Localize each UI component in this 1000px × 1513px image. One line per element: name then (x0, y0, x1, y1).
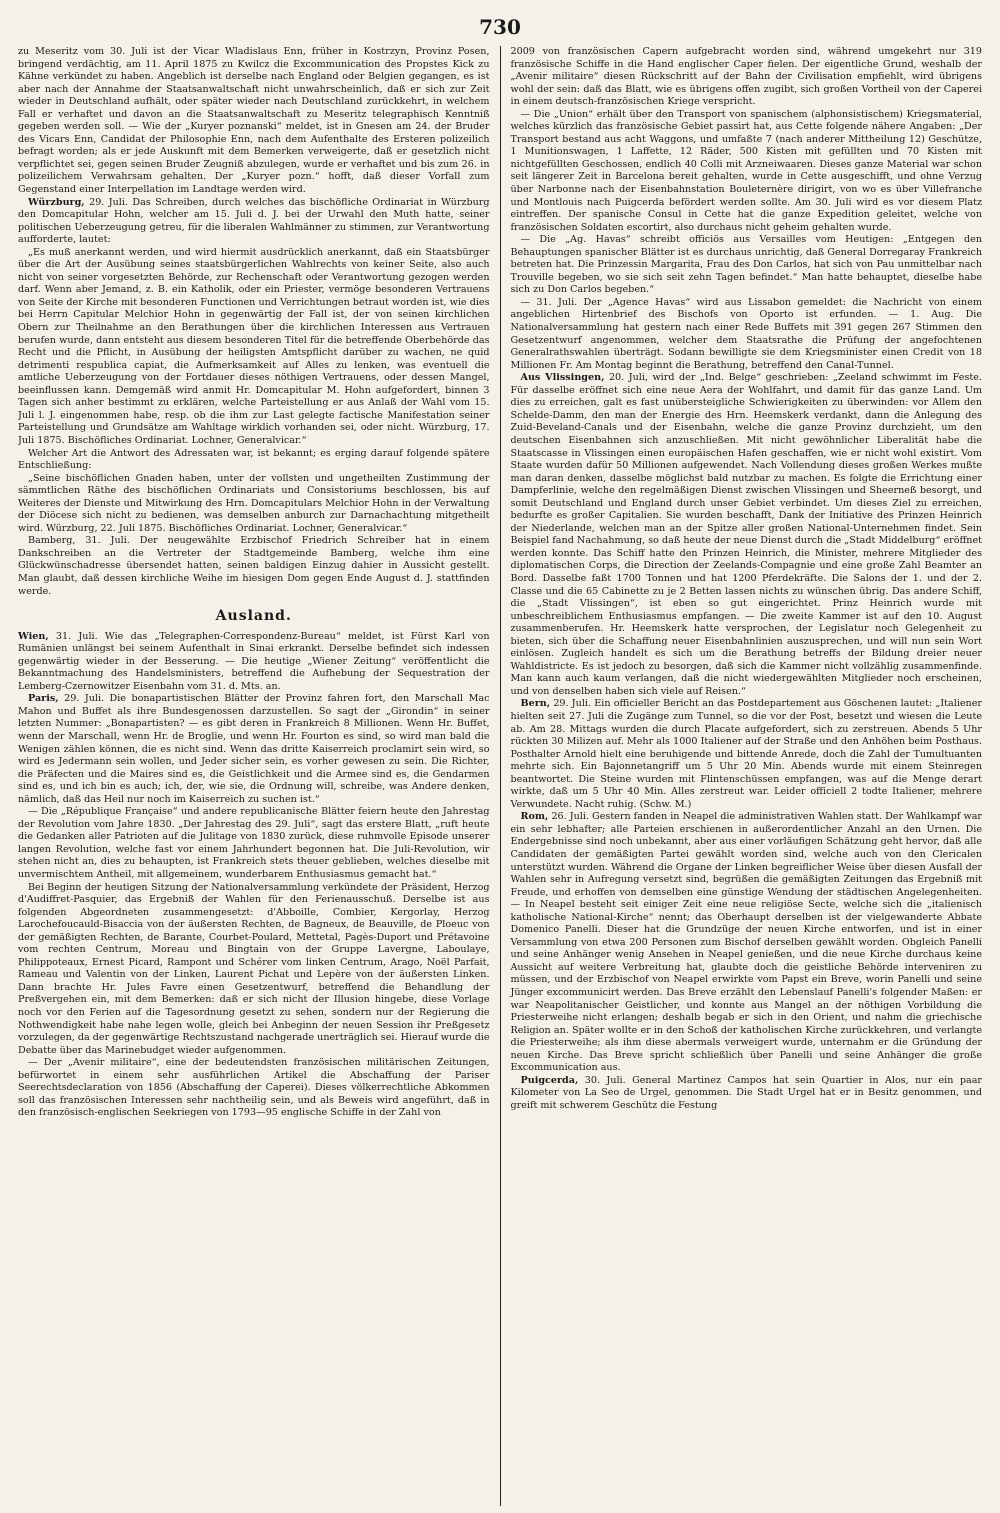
paragraph-text: — Die „République Française“ und andere republicanische Blätter feiern heute den Jahrestag der Revolution vom Jahre 1830. „Der Jahrestag des 29. Juli“, sagt das erstere Blatt, „ruft heute die Gedanken aller Patrioten auf die Julitage von 1830 zurück, diese ruhmvolle Episode unserer langen Revolution, welche fast vor einem Jahrhundert begonnen hat. Die Juli-Revolution, wir stehen nicht an, dies zu behaupten, ist Frankreich stets theuer geblieben, welches dieselbe mit unvermischtem Antheil, mit allgemeinem, wunderbarem Enthusiasmus gemacht hat.“ (18, 806, 490, 880)
dateline-place: Bern, (520, 698, 551, 710)
left-articles-inland (18, 46, 490, 598)
dateline-place: Wien, (18, 630, 49, 642)
paragraph-text: 29. Juli. Die bonapartistischen Blätter der Provinz fahren fort, den Marschall Mac Mahon und Buffet als ihre Bundesgenossen darzustellen. So sagt der „Girondin“ in seiner letzten Nummer: „Bonapartisten? — es gibt deren in Frankreich 8 Millionen. Wenn Hr. Buffet, wenn der Marschall, wenn Hr. de Broglie, und wenn Hr. Fourton es sind, so wird man bald die Wenigen zählen können, die es nicht sind. Wenn das dritte Kaiserreich proclamirt sein wird, so wird es Jedermann sein wollen, und Jeder sicher sein, es vorher gewesen zu sein. Die Richter, die Präfecten und die Maires sind es, die Geistlichkeit und die Armee sind es, die Gendarmen sind es, und ich bin es auch; ich, der, wie sie, die Ordnung will, schreibe, was Andere denken, nämlich, daß das Heil nur noch im Kaiserreich zu suchen ist.“ (18, 693, 490, 805)
paragraph-text: zu Meseritz vom 30. Juli ist der Vicar Wladislaus Enn, früher in Kostrzyn, Provinz Posen, bringend verdächtig, am 11. April 1875 zu Kwilcz die Excommunication des Propstes Kick zu Kähne verkündet zu haben. Angeblich ist derselbe nach England oder Belgien gegangen, es ist aber nach der Annahme der Staatsanwaltschaft nicht unwahrscheinlich, daß er sich zur Zeit wieder in Deutschland aufhält, oder später wieder nach Deutschland zurückkehrt, in welchem Fall er verhaftet und davon an die Staatsanwaltschaft zu Meseritz telegraphisch Kenntniß gegeben werden soll. — Wie der „Kuryer poznanski“ meldet, ist in Gnesen am 24. der Bruder des Vicars Enn, Candidat der Philosophie Enn, nach dem Aufenthalte des Ersteren polizeilich befragt worden; als er jede Auskunft mit dem Bemerken verweigerte, daß er gesetzlich nicht verpflichtet sei, gegen seinen Bruder Zeugniß abzulegen, wurde er verhaftet und bis zum 26. in polizeilichem Verwahrsam gehalten. Der „Kuryer pozn.“ hofft, daß dieser Vorfall zum Gegenstand einer Interpellation im Landtage werden wird. (18, 46, 490, 196)
article-paragraph (511, 234, 983, 297)
article-paragraph (511, 297, 983, 372)
paragraph-text: 29. Juli. Ein officieller Bericht an das Postdepartement aus Göschenen lautet: „Italiener hielten seit 27. Juli die Zugänge zum Tunnel, so die vor der Post, besetzt und wiesen die Leute ab. Am 28. Mittags wurden die durch Placate aufgefordert, sich zu zerstreuen. Abends 5 Uhr rückten 30 Milizen auf. Mehr als 1000 Italiener auf der Straße und den Anhöhen beim Posthaus. Posthalter Arnold hielt eine beruhigende und bittende Anrede, doch die Zahl der Tumultuanten mehrte sich. Ein Bajonnetangriff um 5 Uhr 20 Min. Abends wurde mit einem Steinregen beantwortet. Die Steine wurden mit Flintenschüssen empfangen, was auf die Menge derart wirkte, daß um 5 Uhr 40 Min. Alles zerstreut war. Leider officiell 2 todte Italiener, mehrere Verwundete. Nacht ruhig. (Schw. M.) (510, 698, 983, 810)
paragraph-text: 29. Juli. Das Schreiben, durch welches das bischöfliche Ordinariat in Würzburg den Domcapitular Hohn, welcher am 15. Juli d. J. bei der Urwahl den Muth hatte, seiner politischen Ueberzeugung getreu, für die liberalen Wahlmänner zu stimmen, zur Verantwortung aufforderte, lautet: (18, 196, 490, 246)
page-number: 730 (479, 15, 521, 39)
paragraph-text: Bei Beginn der heutigen Sitzung der Nationalversammlung verkündete der Präsident, Herzog d'Audiffret-Pasquier, das Ergebniß der Wahlen für den Ferienausschuß. Derselbe ist aus folgenden Abgeordneten zusammengesetzt: d'Abboille, Combier, Kergorlay, Herzog Larochefoucauld-Bisaccia von der äußersten Rechten, de Bagneux, de Beauville, de Ploeuc von der gemäßigten Rechten, de Barante, Courbet-Poulard, Mettetal, Pagès-Duport und Prétavoine vom rechten Centrum, Moreau und Bingtain von der Gruppe Lavergne, Laboulaye, Philippoteaux, Ernest Picard, Rampont und Schérer vom linken Centrum, Arago, Noël Parfait, Rameau und Valentin von der Linken, Laurent Pichat und Lepère von der äußersten Linken. Dann brachte Hr. Jules Favre einen Gesetzentwurf, betreffend die Behandlung der Preßvergehen ein, mit dem Bemerken: daß er sich nicht der Illusion hingebe, diese Vorlage noch vor den Ferien auf die Tagesordnung gesetzt zu sehen, sondern nur der Regierung die Nothwendigkeit habe nahe legen wolle, gleich bei Anbeginn der neuen Session ihr Preßgesetz vorzulegen, da der gegenwärtige Rechtszustand nachgerade unerträglich sei. Hierauf wurde die Debatte über das Marinebudget wieder aufgenommen. (18, 881, 490, 1056)
paragraph-text: 2009 von französischen Capern aufgebracht worden sind, während umgekehrt nur 319 französische Schiffe in die Hand englischer Caper fielen. Der eigentliche Grund, weshalb der „Avenir militaire“ diesen Rückschritt auf der Bahn der Civilisation empfiehlt, wird übrigens wohl der sein: daß das Blatt, wie es übrigens offen zugibt, sich großen Vortheil von der Caperei in einem deutsch-französischen Kriege verspricht. (510, 46, 983, 108)
article-paragraph (18, 882, 490, 1058)
paragraph-text: 26. Juli. Gestern fanden in Neapel die administrativen Wahlen statt. Der Wahlkampf war ein sehr lebhafter; alle Parteien erschienen in außerordentlicher Anzahl an den Urnen. Die Endergebnisse sind noch unbekannt, aber aus einer vorläufigen Schätzung geht hervor, daß alle Candidaten der gemäßigten Partei gewählt worden sind, welche auch von den Clericalen unterstützt wurden. Während die Organe der Linken begreiflicher Weise über diesen Ausfall der Wahlen sehr in Aufregung versetzt sind, begrüßen die gemäßigten Zeitungen das Ergebniß mit Freude, und erhoffen von demselben eine günstige Wendung der städtischen Angelegenheiten. — In Neapel besteht seit einiger Zeit eine neue religiöse Secte, welche sich die „italienisch katholische National-Kirche“ nennt; das Oberhaupt derselben ist der vielgewanderte Abbate Domenico Panelli. Dieser hat die Grundzüge der neuen Kirche entworfen, und ist in einer Versammlung von etwa 200 Personen zum Bischof derselben gewählt worden. Obgleich Panelli und seine Anhänger wenig Ansehen in Neapel genießen, und die neue Kirche durchaus keine Aussicht auf weitere Verbreitung hat, glaubte doch die geistliche Behörde interveniren zu müssen, und der Erzbischof von Neapel erwirkte vom Papst ein Breve, worin Panelli und seine Jünger excommunicirt werden. Das Breve erzählt den Lebenslauf Panelli's folgender Maßen: er war Neapolitanischer Geistlicher, und konnte aus Mangel an der nöthigen Vorbildung die Priesterweihe nicht erlangen; deshalb begab er sich in den Orient, und nahm die griechische Religion an. Später wollte er in den Schoß der katholischen Kirche zurückkehren, und verlangte die Priesterweihe; als ihm diese abermals verweigert wurde, unternahm er die Gründung der neuen Kirche. Das Breve spricht schließlich über Panelli und seine Anhänger die große Excommunication aus. (510, 811, 983, 1074)
article-paragraph (511, 372, 983, 698)
article-paragraph (511, 109, 983, 234)
paragraph-text: — 31. Juli. Der „Agence Havas“ wird aus Lissabon gemeldet: die Nachricht von einem angeblichen Hirtenbrief des Bischofs von Oporto ist erfunden. — 1. Aug. Die Nationalversammlung hat gestern nach einer Rede Buffets mit 391 gegen 267 Stimmen den Gesetzentwurf angenommen, welcher dem Staatsrathe die Prüfung der angefochtenen Generalrathswahlen überträgt. Sodann bewilligte sie dem Kriegsminister einen Credit von 18 Millionen Fr. Am Montag beginnt die Berathung, betreffend den Canal-Tunnel. (510, 296, 983, 371)
section-heading-ausland: Ausland. (215, 608, 292, 625)
paragraph-text: „Es muß anerkannt werden, und wird hiermit ausdrücklich anerkannt, daß ein Staatsbürger über die Art der Ausübung seines staatsbürgerlichen Wahlrechts von keiner Seite, also auch nicht von seiner vorgesetzten Behörde, zur Rechenschaft oder Verantwortung gezogen werden darf. Wenn aber Jemand, z. B. ein Katholik, oder ein Priester, vermöge besonderen Vertrauens von Seite der Kirche mit besonderen Functionen und Verrichtungen betraut worden ist, wie dies bei Herrn Capitular Melchior Hohn in gegenwärtig der Fall ist, der von seinen kirchlichen Obern zur Theilnahme an den Berathungen über die kirchlichen Interessen aus Vertrauen berufen wurde, dann entsteht aus diesem besonderen Titel für die betreffende Oberbehörde das Recht und die Pflicht, in Ausübung der heiligsten Amtspflicht darüber zu wachen, ne quid detrimenti respublica capiat, die Aufmerksamkeit auf Alles zu lenken, was eventuell die amtliche Ueberzeugung von der Fortdauer dieses nöthigen Vertrauens, oder dessen Mangel, beeinflussen kann. Demgemäß wird anmit Hr. Domcapitular M. Hohn aufgefordert, binnen 3 Tagen sich anher bestimmt zu erklären, welche Parteistellung er aus Anlaß der Wahl vom 15. Juli l. J. eingenommen habe, resp. ob die ihm zur Last gelegte factische Manifestation seiner Parteistellung und Grundsätze am Wahltage wirklich vorhanden sei, oder nicht. Würzburg, 17. Juli 1875. Bischöfliches Ordinariat. Lochner, Generalvicar.“ (18, 246, 490, 446)
paragraph-text: 31. Juli. Wie das „Telegraphen-Correspondenz-Bureau“ meldet, ist Fürst Karl von Rumänien unlängst bei seinem Aufenthalt in Sinai erkrankt. Derselbe befindet sich indessen gegenwärtig wieder in der Besserung. — Die heutige „Wiener Zeitung“ veröffentlicht die Bekanntmachung des Handelsministers, betreffend die Aufhebung der Sequestration der Lemberg-Czernowitzer Eisenbahn vom 31. d. Mts. an. (18, 630, 490, 692)
article-paragraph (18, 247, 490, 448)
paragraph-text: — Die „Ag. Havas“ schreibt officiös aus Versailles vom Heutigen: „Entgegen den Behauptungen spanischer Blätter ist es durchaus unrichtig, daß General Dorregaray Frankreich betreten hat. Die Prinzessin Margarita, Frau des Don Carlos, hat sich von Pau unmittelbar nach Trouville begeben, wo sie sich seit zehn Tagen befindet.“ Man hatte behauptet, dieselbe habe sich zu Don Carlos begeben.“ (510, 234, 983, 296)
article-paragraph (18, 46, 490, 197)
article-paragraph (511, 698, 983, 811)
paragraph-text: Bamberg, 31. Juli. Der neugewählte Erzbischof Friedrich Schreiber hat in einem Dankschreiben an die Vertreter der Stadtgemeinde Bamberg, welche ihm eine Glückwünschadresse übersendet hatten, seinen baldigen Einzug dahier in Aussicht gestellt. Man glaubt, daß dessen kirchliche Weihe im hiesigen Dom gegen Ende August d. J. stattfinden werde. (18, 535, 490, 597)
dateline-place: Rom, (520, 811, 549, 823)
left-column (18, 46, 500, 1506)
article-paragraph (18, 448, 490, 473)
article-paragraph (18, 1057, 490, 1120)
paragraph-text: — Der „Avenir militaire“, eine der bedeutendsten französischen militärischen Zeitungen, befürwortet in einem sehr ausführlichen Artikel die Abschaffung der Pariser Seerechtsdeclaration von 1856 (Abschaffung der Caperei). Dieses völkerrechtliche Abkommen soll das französischen Interessen sehr nachtheilig sein, und als Beweis wird angeführt, daß in den französisch-englischen Seekriegen von 1793—95 englische Schiffe in der Zahl von (18, 1057, 490, 1119)
article-paragraph (18, 535, 490, 598)
article-paragraph (511, 46, 983, 109)
article-paragraph (511, 1075, 983, 1113)
paragraph-text: 30. Juli. General Martinez Campos hat sein Quartier in Alos, nur ein paar Kilometer von La Seo de Urgel, genommen. Die Stadt Urgel hat er in Besitz genommen, und greift mit schwerem Geschütz die Festung (510, 1074, 983, 1111)
right-articles (511, 46, 983, 1112)
dateline-place: Puigcerda, (520, 1074, 579, 1086)
article-paragraph (18, 693, 490, 806)
columns (18, 46, 982, 1506)
paragraph-text: 20. Juli, wird der „Ind. Belge“ geschrieben: „Zeeland schwimmt im Feste. Für dasselbe eröffnet sich eine neue Aera der Wohlfahrt, und damit für das ganze Land. Um dies zu erreichen, galt es fast unübersteigliche Schwierigkeiten zu überwinden: vor Allem den Schelde-Damm, den man der Energie des Hrn. Heemskerk verdankt, dann die Anlegung des Zuid-Beveland-Canals und der Eisenbahn, welche die ganze Provinz durchzieht, um den deutschen Eisenbahnen sich anzuschließen. Mit nicht gewöhnlicher Liberalität habe die Staatscasse in Vlissingen einen europäischen Hafen geschaffen, wie er nicht wohl existirt. Vom Staate wurden dafür 50 Millionen aufgewendet. Nach Vollendung dieses großen Werkes mußte man daran denken, dasselbe möglichst bald nutzbar zu machen. Es folgte die Errichtung einer Dampferlinie, welche den regelmäßigen Dienst zwischen Vlissingen und Sheerneß besorgt, und somit Deutschland und England durch unser Gebiet verbindet. Um dieses Ziel zu erreichen, bedurfte es großer Capitalien. Sie wurden beschafft, Dank der Initiative des Prinzen Heinrich der Niederlande, welchen man an der Spitze aller großen National-Unternehmen findet. Sein Beispiel fand Nachahmung, so daß heute der neue Dienst durch die „Stadt Middelburg“ eröffnet werden konnte. Das Schiff hatte den Prinzen Heinrich, die Minister, mehrere Mitglieder des diplomatischen Corps, die Direction der Zeelands-Compagnie und eine große Zahl Beamter an Bord. Dasselbe faßt 1700 Tonnen und hat 1200 Pferdekräfte. Die Salons der 1. und der 2. Classe und die 65 Cabinette zu je 2 Betten lassen nichts zu wünschen übrig. Das andere Schiff, die „Stadt Vlissingen“, ist eben so gut eingerichtet. Prinz Heinrich wurde mit unbeschreiblichem Enthusiasmus empfangen. — Die zweite Kammer ist auf den 10. August zusammenberufen. Hr. Heemskerk hatte versprochen, der Legislatur noch Gelegenheit zu bieten, sich über die Schaffung neuer Eisenbahnlinien auszusprechen, und will nun sein Wort einlösen. Zugleich handelt es sich um die Berathung betreffs der Bildung dreier neuer Wahldistricte. Es ist jedoch zu besorgen, daß sich die Kammer nicht vollzählig zusammenfinde. Man kann auch kaum verlangen, daß die nicht wiedergewählten Mitglieder noch erscheinen, und von denselben haben sich viele auf Reisen.“ (510, 372, 983, 697)
article-paragraph (511, 811, 983, 1074)
article-paragraph (18, 197, 490, 247)
dateline-place: Aus Vlissingen, (520, 372, 605, 384)
dateline-place: Paris, (28, 693, 59, 705)
left-articles-ausland (18, 631, 490, 1120)
dateline-place: Würzburg, (28, 196, 85, 208)
right-column (501, 46, 983, 1506)
paragraph-text: Welcher Art die Antwort des Adressaten war, ist bekannt; es erging darauf folgende spätere Entschließung: (18, 447, 490, 472)
article-paragraph (18, 806, 490, 881)
article-paragraph (18, 473, 490, 536)
paragraph-text: „Seine bischöflichen Gnaden haben, unter der vollsten und ungetheilten Zustimmung der sämmtlichen Räthe des bischöflichen Ordinariats und Consistoriums beschlossen, bis auf Weiteres der Dienste und Mitwirkung des Hrn. Domcapitulars Melchior Hohn in der Verwaltung der Diöcese sich nicht zu bedienen, was demselben anburch zur Darnachachtung mitgetheilt wird. Würzburg, 22. Juli 1875. Bischöfliches Ordinariat. Lochner, Generalvicar.“ (18, 472, 490, 534)
article-paragraph (18, 631, 490, 694)
paragraph-text: — Die „Union“ erhält über den Transport von spanischem (alphonsistischem) Kriegsmaterial, welches kürzlich das französische Gebiet passirt hat, aus Cette folgende nähere Angaben: „Der Transport bestand aus acht Waggons, und umfaßte 7 (nach anderer Mittheilung 12) Geschütze, 1 Munitionswagen, 1 Laffette, 12 Räder, 500 Kisten mit gefüllten und 70 Kisten mit nichtgefüllten Geschossen, endlich 40 Colli mit Arzneiwaaren. Dieses ganze Material war schon seit längerer Zeit in Barcelona bereit gehalten, wurde in Cette ausgeschifft, und ohne Verzug über Narbonne nach der Eisenbahnstation Bouleternère dirigirt, von wo es über Villefranche und Montlouis nach Puigcerda befördert werden sollte. Am 30. Juli wird es vor diesem Platz eintreffen. Der spanische Consul in Cette hat die ganze Expedition geleitet, welche von französischen Soldaten escortirt, also durchaus nicht geheim gehalten wurde. (510, 108, 983, 233)
